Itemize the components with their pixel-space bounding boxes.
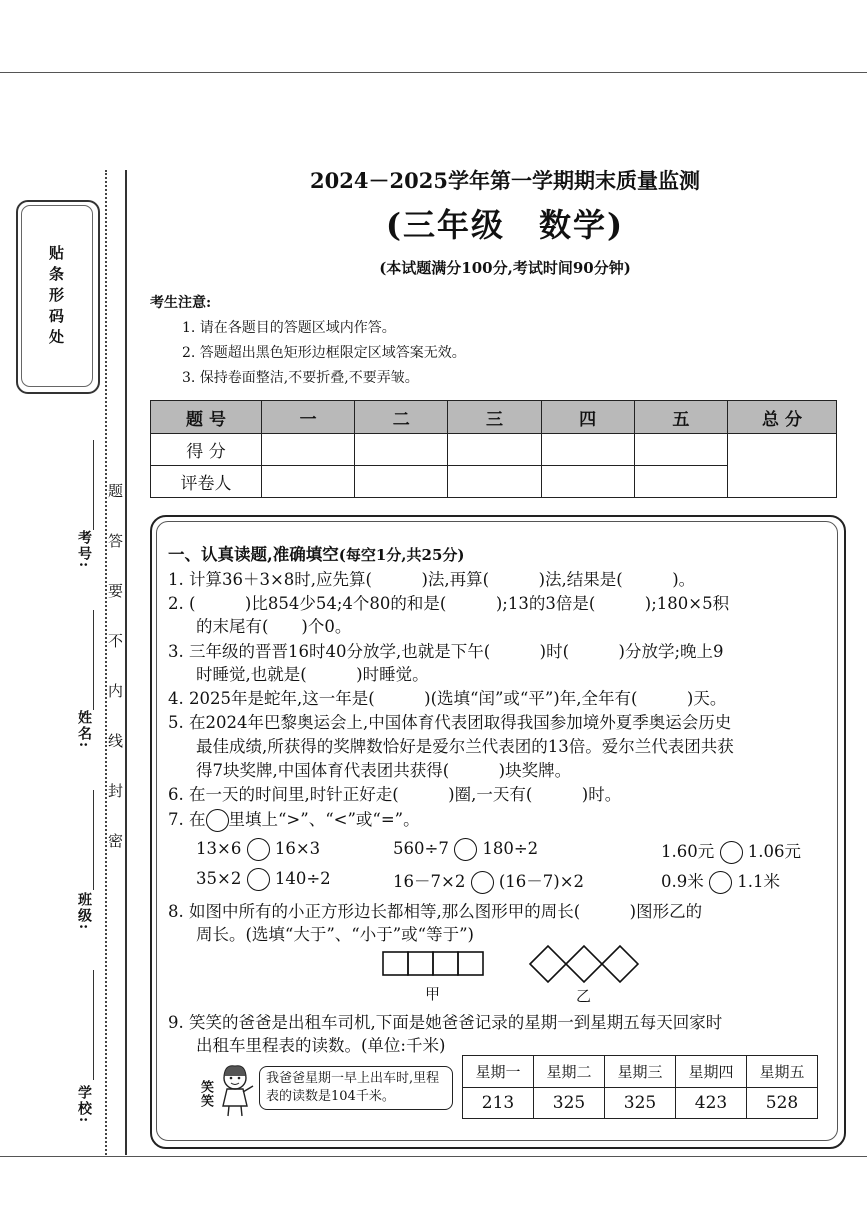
question-3-cont: 时睡觉,也就是( )时睡觉。 bbox=[196, 665, 429, 684]
score-cell[interactable] bbox=[448, 434, 541, 466]
grader-cell[interactable] bbox=[634, 466, 727, 498]
seal-char: 题 bbox=[108, 482, 124, 500]
exam-title: 2024－2025学年第一学期期末质量监测 bbox=[310, 168, 700, 193]
figure-jia-squares bbox=[383, 952, 483, 975]
score-header-cell: 总 分 bbox=[728, 401, 837, 434]
odometer-reading-row bbox=[463, 1088, 818, 1119]
seal-char: 答 bbox=[108, 532, 124, 550]
odometer-header-row bbox=[463, 1056, 818, 1088]
school-field[interactable] bbox=[93, 970, 94, 1080]
grader-cell[interactable] bbox=[262, 466, 355, 498]
compare-item bbox=[393, 868, 584, 894]
question-9-cont: 出租车里程表的读数。(单位:千米) bbox=[196, 1036, 446, 1055]
odometer-day: 星期一 bbox=[463, 1056, 534, 1088]
seal-char: 线 bbox=[108, 732, 124, 750]
compare-circle[interactable] bbox=[471, 871, 494, 894]
question-4: 4. 2025年是蛇年,这一年是( )(选填“闰”或“平”)年,全年有( )天。 bbox=[168, 689, 727, 708]
barcode-label: 贴条形码处 bbox=[47, 245, 65, 350]
odometer-reading: 325 bbox=[534, 1088, 605, 1119]
score-header-cell: 题 号 bbox=[151, 401, 262, 434]
class-field[interactable] bbox=[93, 790, 94, 890]
seal-char: 封 bbox=[108, 782, 124, 800]
compare-circle[interactable] bbox=[454, 838, 477, 861]
question-7-prefix: 7. 在 bbox=[168, 810, 206, 829]
score-header-cell: 二 bbox=[355, 401, 448, 434]
exam-no-field[interactable] bbox=[93, 440, 94, 530]
odometer-day: 星期四 bbox=[676, 1056, 747, 1088]
compare-left: 13×6 bbox=[196, 839, 242, 858]
grader-cell[interactable] bbox=[355, 466, 448, 498]
question-2: 2. ( )比854少54;4个80的和是( );13的3倍是( );180×5积 bbox=[168, 594, 730, 613]
compare-right: 16×3 bbox=[274, 839, 321, 858]
total-score-cell[interactable] bbox=[728, 434, 837, 498]
school-label: 学校: bbox=[76, 1085, 92, 1125]
page-top-rule bbox=[0, 72, 867, 73]
seal-char: 内 bbox=[108, 682, 124, 700]
score-cell[interactable] bbox=[355, 434, 448, 466]
odometer-reading: 528 bbox=[747, 1088, 818, 1119]
score-table-header-row bbox=[151, 401, 837, 434]
score-cell[interactable] bbox=[262, 434, 355, 466]
notice-item: 3. 保持卷面整洁,不要折叠,不要弄皱。 bbox=[182, 370, 419, 386]
question-7 bbox=[168, 806, 420, 832]
score-cell[interactable] bbox=[634, 434, 727, 466]
question-5-cont: 最佳成绩,所获得的奖牌数恰好是爱尔兰代表团的13倍。爱尔兰代表团共获 bbox=[196, 737, 734, 756]
question-5-cont: 得7块奖牌,中国体育代表团共获得( )块奖牌。 bbox=[196, 761, 572, 780]
grader-cell[interactable] bbox=[541, 466, 634, 498]
question-6: 6. 在一天的时间里,时针正好走( )圈,一天有( )时。 bbox=[168, 785, 622, 804]
page-bottom-rule bbox=[0, 1156, 867, 1157]
compare-item bbox=[196, 838, 320, 861]
compare-right: (16－7)×2 bbox=[498, 872, 585, 891]
odometer-day: 星期五 bbox=[747, 1056, 818, 1088]
compare-right: 140÷2 bbox=[274, 869, 331, 888]
section-one-heading bbox=[168, 541, 464, 565]
compare-left: 16－7×2 bbox=[393, 872, 466, 891]
character-name: 笑笑 bbox=[198, 1080, 213, 1108]
section-one-title: 一、认真读题,准确填空 bbox=[168, 545, 339, 564]
notice-item: 1. 请在各题目的答题区域内作答。 bbox=[182, 320, 396, 336]
score-row bbox=[151, 434, 837, 466]
odometer-reading: 213 bbox=[463, 1088, 534, 1119]
score-cell[interactable] bbox=[541, 434, 634, 466]
score-header-cell: 一 bbox=[262, 401, 355, 434]
compare-item bbox=[196, 868, 331, 891]
compare-right: 180÷2 bbox=[482, 839, 539, 858]
compare-left: 0.9米 bbox=[661, 872, 704, 891]
compare-right: 1.06元 bbox=[747, 842, 801, 861]
question-8: 8. 如图中所有的小正方形边长都相等,那么图形甲的周长( )图形乙的 bbox=[168, 902, 703, 921]
compare-right: 1.1米 bbox=[737, 872, 780, 891]
seal-char: 密 bbox=[108, 832, 124, 850]
score-header-cell: 三 bbox=[448, 401, 541, 434]
question-1: 1. 计算36＋3×8时,应先算( )法,再算( )法,结果是( )。 bbox=[168, 570, 696, 589]
compare-left: 35×2 bbox=[196, 869, 242, 888]
exam-no-label: 考号: bbox=[76, 530, 92, 570]
figure-yi-label: 乙 bbox=[576, 987, 592, 1005]
class-label: 班级: bbox=[76, 892, 92, 932]
seal-char: 要 bbox=[108, 582, 124, 600]
compare-item bbox=[661, 838, 801, 864]
girl-illustration-icon bbox=[213, 1062, 259, 1118]
score-header-cell: 五 bbox=[634, 401, 727, 434]
odometer-table bbox=[462, 1055, 818, 1119]
question-5: 5. 在2024年巴黎奥运会上,中国体育代表团取得我国参加境外夏季奥运会历史 bbox=[168, 713, 732, 732]
seal-solid-line bbox=[125, 170, 127, 1155]
notice-heading: 考生注意: bbox=[150, 295, 212, 311]
odometer-reading: 325 bbox=[605, 1088, 676, 1119]
compare-circle[interactable] bbox=[720, 841, 743, 864]
compare-circle[interactable] bbox=[247, 868, 270, 891]
section-one-points: (每空1分,共25分) bbox=[338, 546, 465, 564]
compare-circle[interactable] bbox=[709, 871, 732, 894]
question-9: 9. 笑笑的爸爸是出租车司机,下面是她爸爸记录的星期一到星期五每天回家时 bbox=[168, 1013, 723, 1032]
score-header-cell: 四 bbox=[541, 401, 634, 434]
compare-left: 560÷7 bbox=[393, 839, 449, 858]
grader-row-label: 评卷人 bbox=[151, 466, 262, 498]
name-label: 姓名: bbox=[76, 710, 92, 750]
compare-left: 1.60元 bbox=[661, 842, 715, 861]
notice-item: 2. 答题超出黑色矩形边框限定区域答案无效。 bbox=[182, 345, 466, 361]
compare-item bbox=[661, 868, 780, 894]
question-8-cont: 周长。(选填“大于”、“小于”或“等于”) bbox=[196, 925, 474, 944]
grader-cell[interactable] bbox=[448, 466, 541, 498]
seal-dotted-line bbox=[105, 170, 107, 1155]
question-3: 3. 三年级的晋晋16时40分放学,也就是下午( )时( )分放学;晚上9 bbox=[168, 642, 724, 661]
score-row-label: 得 分 bbox=[151, 434, 262, 466]
odometer-day: 星期三 bbox=[605, 1056, 676, 1088]
figure-jia-label: 甲 bbox=[425, 985, 441, 1003]
exam-subtitle: (三年级 数学) bbox=[385, 206, 625, 244]
name-field[interactable] bbox=[93, 610, 94, 710]
odometer-day: 星期二 bbox=[534, 1056, 605, 1088]
figure-yi-diamonds bbox=[530, 946, 638, 982]
score-table bbox=[150, 400, 837, 498]
seal-char: 不 bbox=[108, 632, 124, 650]
question-7-suffix: 里填上“>”、“<”或“=”。 bbox=[228, 810, 420, 829]
circle-icon bbox=[206, 809, 229, 832]
speech-bubble: 我爸爸星期一早上出车时,里程表的读数是104千米。 bbox=[259, 1066, 453, 1110]
perimeter-figures bbox=[378, 942, 648, 1007]
compare-circle[interactable] bbox=[247, 838, 270, 861]
compare-item bbox=[393, 838, 538, 861]
exam-info: (本试题满分100分,考试时间90分钟) bbox=[379, 259, 631, 277]
odometer-reading: 423 bbox=[676, 1088, 747, 1119]
question-2-cont: 的末尾有( )个0。 bbox=[196, 617, 352, 636]
